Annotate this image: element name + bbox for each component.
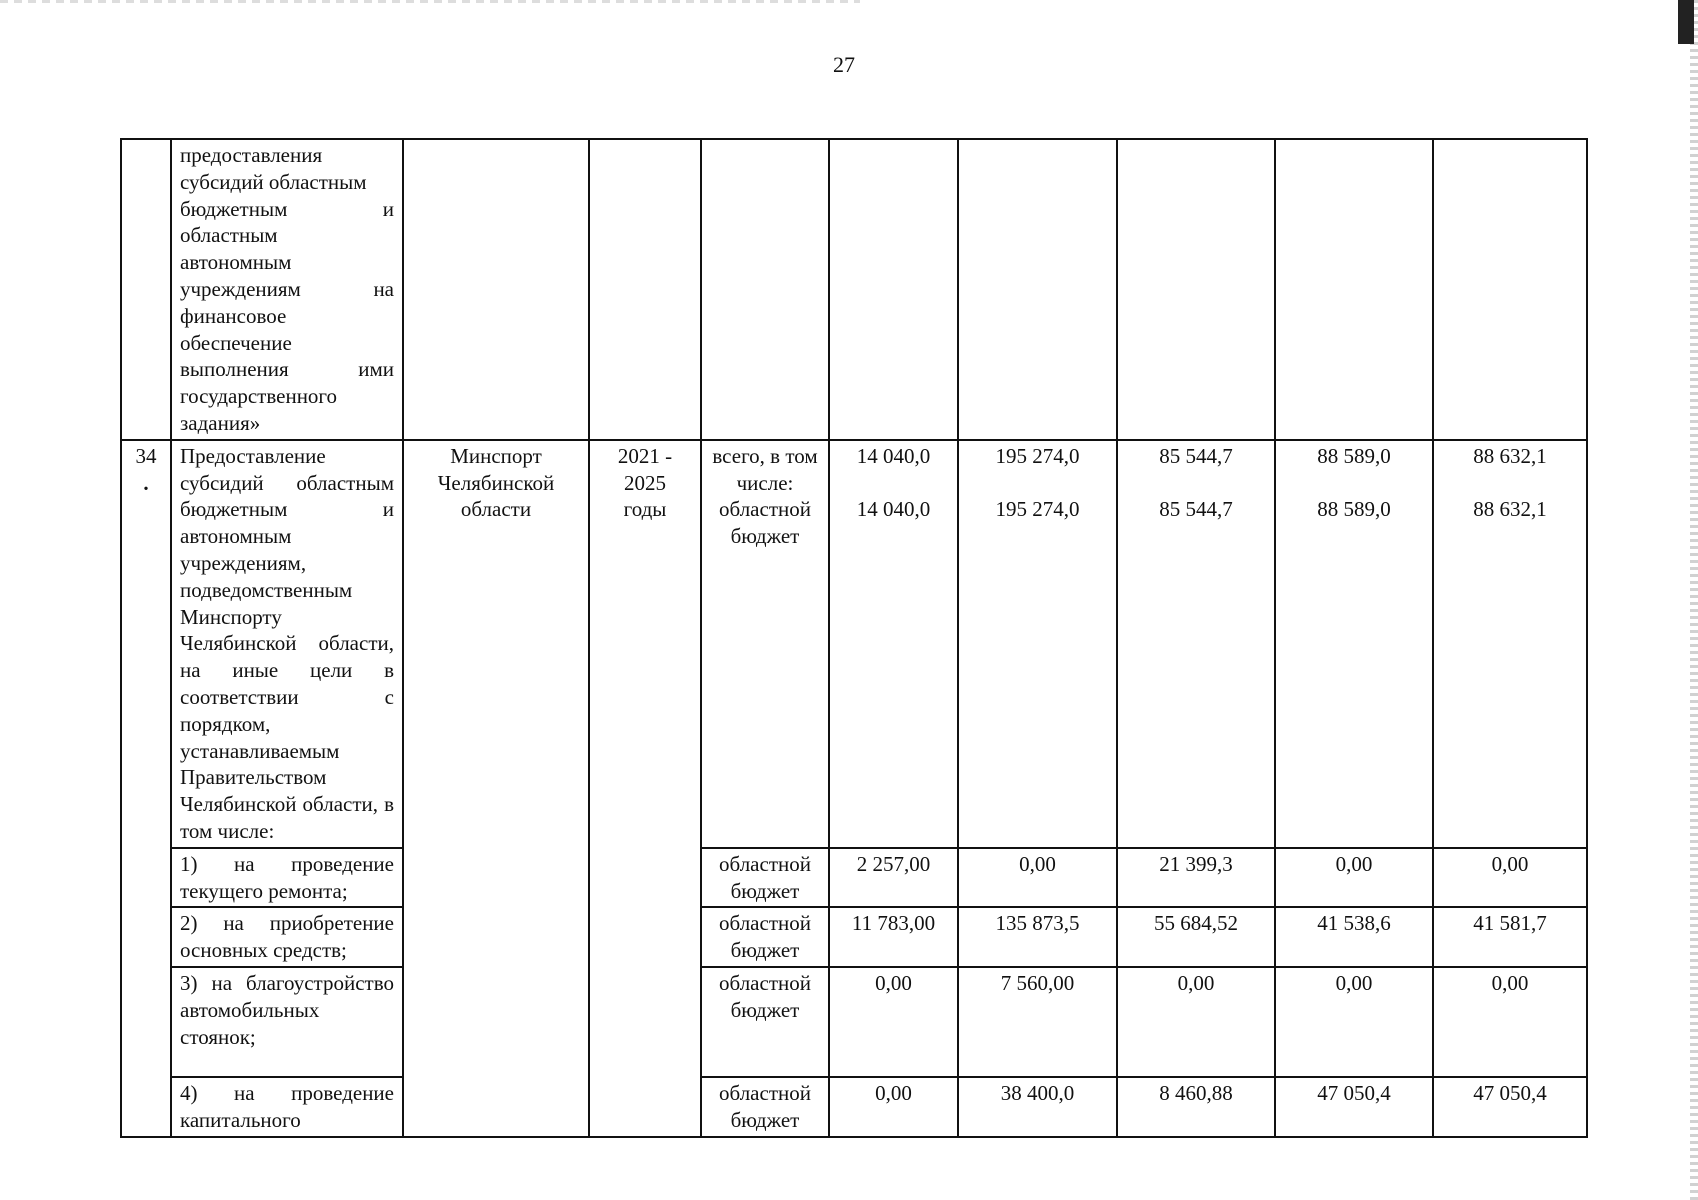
cell-description-sub: 2) на приобретение основных средств;	[171, 907, 403, 967]
desc-line: финансовое	[180, 303, 287, 328]
page-number: 27	[833, 52, 855, 77]
value-regional: 14 040,0	[856, 497, 931, 522]
scan-artifact-corner	[1678, 0, 1694, 44]
value-regional: 85 544,7	[1159, 497, 1233, 522]
cell-value: 0,00	[1433, 967, 1587, 1077]
cell-value-empty	[1275, 139, 1433, 440]
desc-line: автономным	[180, 250, 292, 275]
cell-value: 0,00	[1275, 967, 1433, 1077]
cell-value: 41 581,7	[1433, 907, 1587, 967]
scan-artifact-top	[0, 0, 860, 3]
budget-table	[120, 138, 1588, 1138]
value-regional: 88 589,0	[1317, 497, 1391, 522]
desc-line: задания»	[180, 410, 261, 435]
cell-value: 38 400,0	[958, 1077, 1117, 1137]
cell-value: 47 050,4	[1433, 1077, 1587, 1137]
value-total: 85 544,7	[1159, 443, 1233, 468]
cell-value-empty	[1433, 139, 1587, 440]
value-total: 88 632,1	[1473, 443, 1547, 468]
cell-value: 41 538,6	[1275, 907, 1433, 967]
source-total: всего, в том числе:	[712, 443, 818, 495]
cell-value: 7 560,00	[958, 967, 1117, 1077]
cell-source-34	[701, 440, 829, 848]
cell-value-empty	[829, 139, 958, 440]
cell-value: 0,00	[1433, 848, 1587, 908]
cell-description-sub: 3) на благоустройство автомобильных стоянок;	[171, 967, 403, 1077]
table-row-sub-1	[121, 848, 1587, 908]
value-total: 14 040,0	[856, 443, 931, 468]
item-number: 34	[135, 443, 157, 468]
cell-description-sub: 1) на проведение текущего ремонта;	[171, 848, 403, 908]
desc-word: выполнения	[180, 357, 289, 382]
desc-line	[180, 196, 394, 223]
cell-number-empty	[121, 139, 171, 440]
cell-value-empty	[1117, 139, 1275, 440]
cell-value: 8 460,88	[1117, 1077, 1275, 1137]
cell-value-2021	[829, 440, 958, 848]
desc-word: бюджетным	[180, 196, 288, 221]
desc-line	[180, 356, 394, 383]
value-total: 195 274,0	[995, 443, 1080, 468]
cell-value-2023	[1117, 440, 1275, 848]
table-row-sub-4	[121, 1077, 1587, 1137]
desc-word: на	[373, 276, 394, 301]
item-number-suffix: .	[143, 470, 149, 495]
cell-value: 21 399,3	[1117, 848, 1275, 908]
desc-line: областным	[180, 223, 278, 248]
cell-source-empty	[701, 139, 829, 440]
cell-value: 0,00	[1117, 967, 1275, 1077]
cell-executor-empty	[403, 139, 589, 440]
desc-line	[180, 276, 394, 303]
cell-period: 2021 - 2025 годы	[589, 440, 701, 1137]
source-regional: областной бюджет	[719, 497, 811, 549]
cell-source: областной бюджет	[701, 848, 829, 908]
cell-source: областной бюджет	[701, 1077, 829, 1137]
table-row-continuation	[121, 139, 1587, 440]
cell-value: 55 684,52	[1117, 907, 1275, 967]
table-row-sub-3	[121, 967, 1587, 1077]
cell-value: 0,00	[829, 1077, 958, 1137]
value-regional: 88 632,1	[1473, 497, 1547, 522]
cell-period-empty	[589, 139, 701, 440]
cell-number-34	[121, 440, 171, 1137]
cell-description-34: Предоставление субсидий областным бюджетным и автономным учреждениям, подведомственным Минспорту Челябинской области, на иные цели в соответствии с порядком, устанавливаемым Правительством Челябинской области, в том числе:	[171, 440, 403, 848]
cell-description-continuation	[171, 139, 403, 440]
desc-line: субсидий областным	[180, 169, 367, 194]
value-regional: 195 274,0	[995, 497, 1080, 522]
desc-word: и	[382, 196, 394, 221]
cell-value-empty	[958, 139, 1117, 440]
cell-value: 0,00	[1275, 848, 1433, 908]
cell-source: областной бюджет	[701, 907, 829, 967]
desc-line: государственного	[180, 384, 338, 409]
cell-value: 0,00	[829, 967, 958, 1077]
cell-value: 135 873,5	[958, 907, 1117, 967]
desc-line: обеспечение	[180, 330, 292, 355]
cell-value-2024	[1275, 440, 1433, 848]
cell-source: областной бюджет	[701, 967, 829, 1077]
cell-value: 11 783,00	[829, 907, 958, 967]
desc-word: учреждениям	[180, 276, 301, 301]
cell-executor: Минспорт Челябинской области	[403, 440, 589, 1137]
table-row-sub-2	[121, 907, 1587, 967]
table-row-item-34	[121, 440, 1587, 848]
cell-value-2025	[1433, 440, 1587, 848]
cell-description-sub: 4) на проведение капитального	[171, 1077, 403, 1137]
cell-value: 47 050,4	[1275, 1077, 1433, 1137]
cell-value: 2 257,00	[829, 848, 958, 908]
cell-value-2022	[958, 440, 1117, 848]
scan-artifact-edge	[1690, 0, 1698, 1200]
desc-line: предоставления	[180, 143, 323, 167]
desc-word: ими	[358, 357, 394, 382]
value-total: 88 589,0	[1317, 443, 1391, 468]
cell-value: 0,00	[958, 848, 1117, 908]
